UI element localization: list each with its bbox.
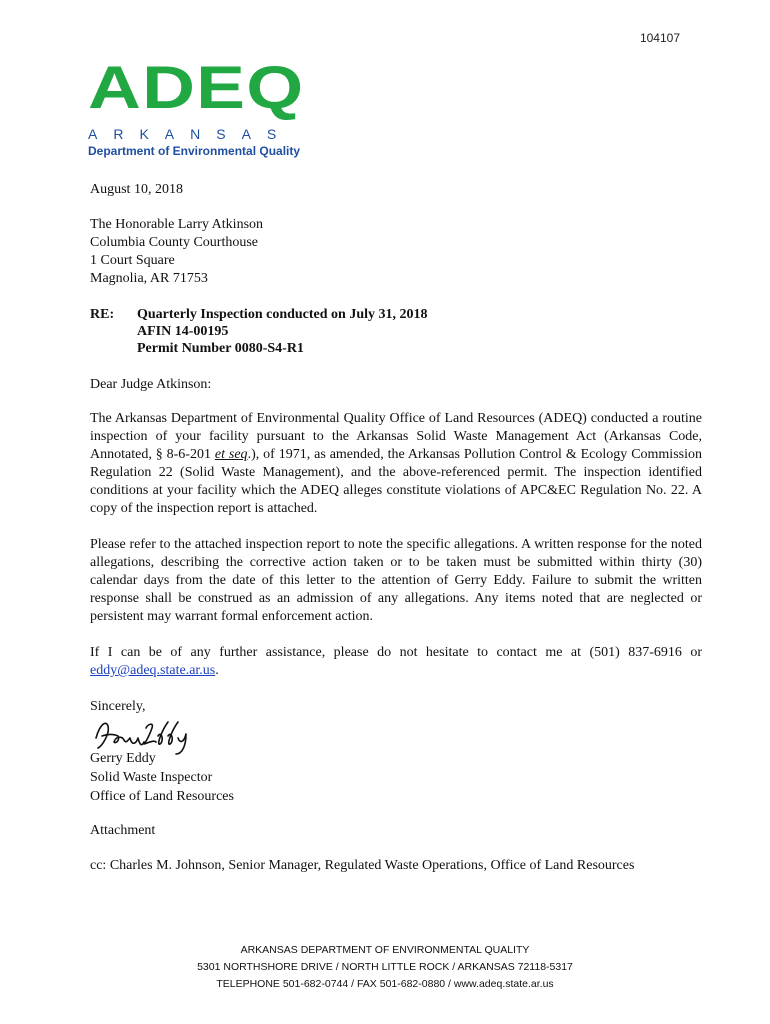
subject-line-permit: Permit Number 0080-S4-R1	[137, 341, 304, 356]
paragraph-3-part-a: If I can be of any further assistance, please do not hesitate to contact me at (501) 837-6916 or	[90, 645, 702, 660]
signer-office: Office of Land Resources	[90, 789, 234, 804]
attachment-note: Attachment	[90, 823, 156, 838]
paragraph-1-part-b: .), of 1971, as amended, the Arkansas Pollution Control & Ecology Commission Regulation 22 (Solid Waste Management), and the above-referenced permit. The inspection identified conditions at your facility which the ADEQ alleges constitute violations of APC&EC Regulation No. 22. A copy of the inspection report is attached.	[90, 447, 702, 516]
email-link[interactable]: eddy@adeq.state.ar.us	[90, 663, 216, 678]
recipient-name: The Honorable Larry Atkinson	[90, 217, 264, 232]
recipient-line-4: Magnolia, AR 71753	[90, 271, 208, 286]
subject-line-afin: AFIN 14-00195	[137, 324, 229, 339]
signer-name: Gerry Eddy	[90, 751, 156, 766]
signer-title: Solid Waste Inspector	[90, 770, 213, 785]
closing: Sincerely,	[90, 699, 146, 714]
recipient-address	[90, 216, 702, 288]
paragraph-3-part-b: .	[215, 663, 219, 678]
paragraph-1-et-seq: et seq	[214, 447, 248, 462]
paragraph-inspection	[90, 410, 702, 518]
subject-label: RE:	[90, 307, 115, 322]
paragraph-contact	[90, 644, 702, 680]
recipient-line-3: 1 Court Square	[90, 253, 175, 268]
logo-department: Department of Environmental Quality	[88, 144, 301, 158]
cc-line: cc: Charles M. Johnson, Senior Manager, Regulated Waste Operations, Office of Land Resources	[90, 858, 635, 873]
salutation: Dear Judge Atkinson:	[90, 377, 212, 392]
subject-line-1: Quarterly Inspection conducted on July 31, 2018	[137, 307, 428, 322]
recipient-line-2: Columbia County Courthouse	[90, 235, 258, 250]
logo-wordmark: ADEQ	[88, 54, 305, 121]
footer	[0, 942, 770, 993]
signer-block	[90, 750, 702, 807]
letter-date: August 10, 2018	[90, 182, 183, 197]
footer-agency: ARKANSAS DEPARTMENT OF ENVIRONMENTAL QUALITY	[240, 944, 530, 956]
logo-state: ARKANSAS	[88, 126, 293, 142]
document-number: 104107	[639, 31, 680, 45]
adeq-logo	[88, 54, 338, 158]
footer-contact: TELEPHONE 501-682-0744 / FAX 501-682-0880 / www.adeq.state.ar.us	[216, 978, 554, 990]
paragraph-response: Please refer to the attached inspection report to note the specific allegations. A written response for the noted allegations, describing the corrective action taken or to be taken must be submitted within thirty (30) calendar days from the date of this letter to the attention of Gerry Eddy. Failure to submit the written response shall be construed as an admission of any allegations. Any items noted that are neglected or persistent may warrant formal enforcement action.	[90, 537, 702, 624]
footer-address: 5301 NORTHSHORE DRIVE / NORTH LITTLE ROCK / ARKANSAS 72118-5317	[197, 961, 573, 973]
paragraph-1-part-a: The Arkansas Department of Environmental Quality Office of Land Resources (ADEQ) conducted a routine inspection of your facility pursuant to the Arkansas Solid Waste Management Act (Arkansas Code, Annotated, § 8-6-201	[90, 411, 702, 462]
